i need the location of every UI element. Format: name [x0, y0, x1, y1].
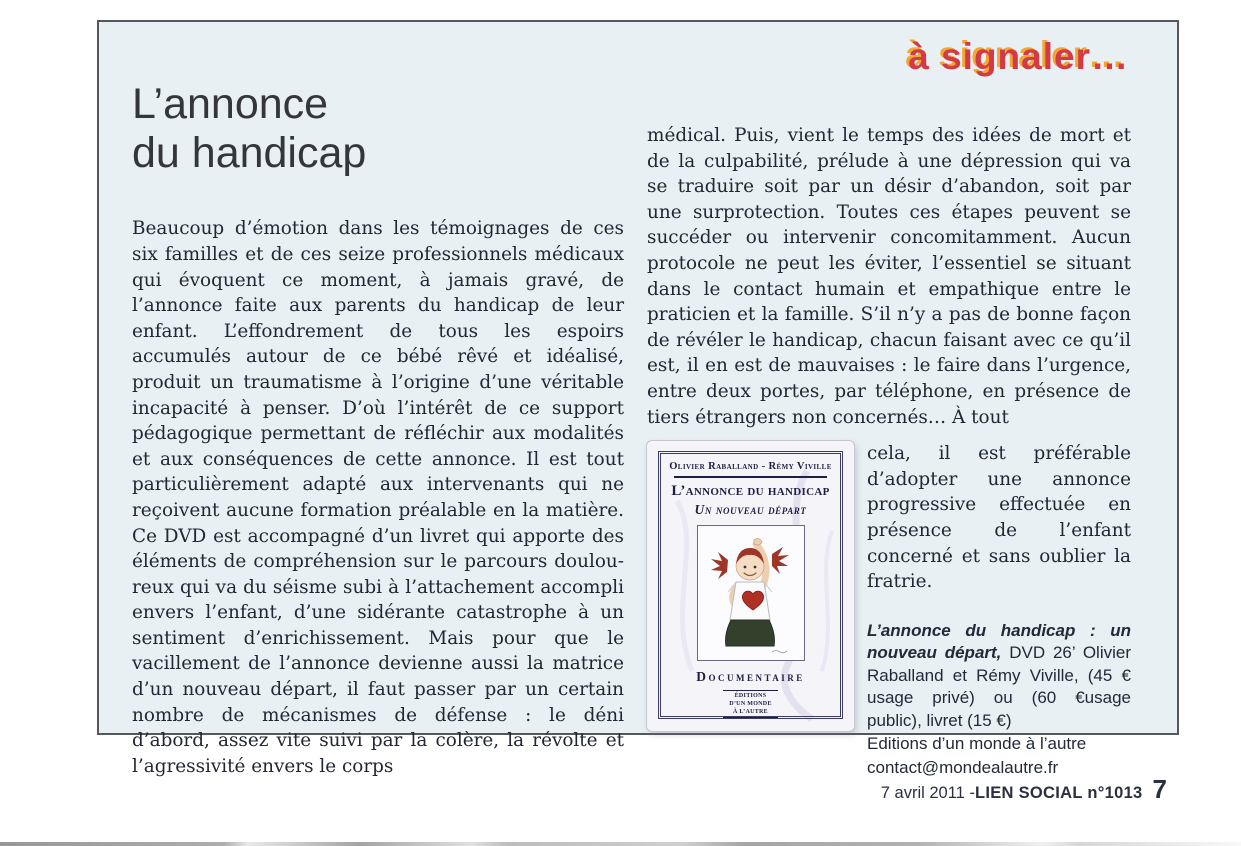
cover-frame: [658, 451, 843, 719]
page-footer: [881, 774, 1167, 805]
cover-publisher-logo: ÉDITIONS D’UN MONDE À L’AUTRE: [723, 690, 778, 718]
article-right-column: [647, 123, 1131, 779]
right-of-cover-column: [867, 441, 1131, 779]
cover-authors: Olivier Raballand - Rémy Viville: [669, 461, 832, 473]
cover-illustration: [697, 525, 805, 661]
girl-illustration-icon: [698, 526, 802, 658]
footer-journal-name: LIEN SOCIAL n°1013: [974, 784, 1143, 802]
caption-publisher: Editions d’un monde à l’autre: [867, 734, 1087, 754]
caption-contact-email: contact@mondealautre.fr: [867, 757, 1059, 777]
dvd-cover-image: [647, 441, 854, 731]
article-panel: [97, 20, 1179, 777]
dvd-caption: [867, 620, 1131, 780]
cover-title: L’annonce du handicap: [671, 483, 830, 500]
caption-details: DVD 26’ Olivier Raballand et Rémy Viville, (45 € usage privé) ou (60 €usage public), livret (15 €): [867, 643, 1131, 730]
caption-reference: [867, 620, 1131, 733]
footer-page-number: 7: [1152, 774, 1167, 804]
cover-subtitle: Un nouveau départ: [694, 502, 807, 518]
scan-edge-artifact: [0, 842, 1241, 846]
cover-rule: [674, 476, 828, 478]
cover-genre: Documentaire: [696, 669, 805, 685]
caption-title: L’annonce du handicap : un nouveau départ,: [867, 620, 1131, 663]
footer-date: 7 avril 2011 -: [880, 784, 975, 802]
right-column-paragraph: médical. Puis, vient le temps des idées de mort et de la culpabilité, prélude à une dépression qui va se traduire soit par un désir d’abandon, soit par une surprotection. Toutes ces étapes peuvent se succéder ou intervenir concomitamment. Aucun protocole ne peut les éviter, l’essentiel se situant dans le contact humain et empathique entre le praticien et la famille. S’il n’y a pas de bonne façon de révéler le handicap, chacun faisant avec ce qu’il est, il en est de mauvaises : le faire dans l’urgence, entre deux portes, par téléphone, en présence de tiers étrangers non concernés… À tout: [647, 125, 1131, 428]
page-title: L’annonce du handicap: [132, 80, 367, 177]
media-row: [647, 441, 1131, 779]
section-header: à signaler…: [908, 36, 1129, 77]
article-left-column: Beaucoup d’émotion dans les témoignages de ces six familles et de ces seize professionnels médicaux qui évoquent ce moment, à jamais gravé, de l’annonce faite aux parents du handicap de leur enfant. L’effondrement de tous les espoirs accumulés autour de ce bébé rêvé et idéalisé, produit un traumatisme à l’origine d’une véritable incapacité à penser. D’où l’intérêt de ce support pédagogique permettant de réfléchir aux modalités et aux conséquences de cette annonce. Il est tout particulièrement adapté aux intervenants qui ne reçoivent aucune formation préalable en la matière. Ce DVD est accompagné d’un livret qui apporte des éléments de compréhension sur le parcours douloureux qui va du séisme subi à l’attachement accompli envers l’enfant, d’une sidérante catastrophe à un sentiment d’enrichissement. Mais pour que le vacillement de l’annonce devienne aussi la matrice d’un nouveau départ, il faut passer par un certain nombre de mécanismes de défense : le déni d’abord, assez vite suivi par la colère, la révolte et l’agressivité envers le corps: [132, 218, 624, 777]
wrap-paragraph: cela, il est préférable d’adopter une annonce progressive effectuée en présence de l’enfant concerné et sans oublier la fratrie.: [867, 443, 1131, 593]
